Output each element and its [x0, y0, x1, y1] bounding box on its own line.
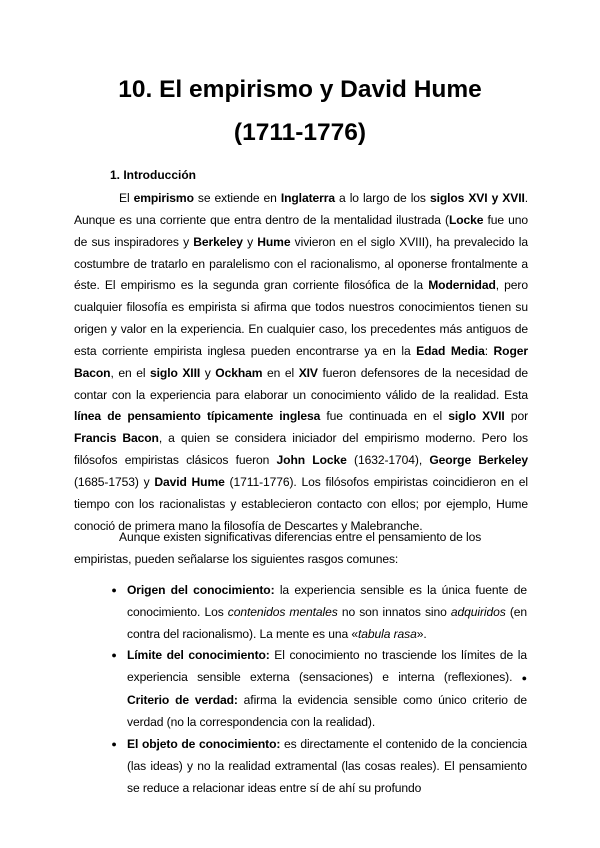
list-item: ● Origen del conocimiento: la experiencia sensible es la única fuente de conocimiento. Los contenidos mentales no son innatos sino adquiridos (en contra del racionalismo). La mente es una «tabula rasa». [127, 580, 527, 646]
list-item: ● El objeto de conocimiento: es directamente el contenido de la conciencia (las ideas) y no la realidad extramental (las cosas reales). El pensamiento se reduce a relacionar ideas entre sí de ahí su profundo [127, 734, 527, 800]
bullet-icon: ● [111, 650, 117, 660]
bullet-icon: ● [521, 672, 527, 683]
page-title-dates: (1711-1776) [233, 119, 367, 146]
section-heading: 1. Introducción [110, 168, 197, 182]
intro-paragraph: El empirismo se extiende en Inglaterra a lo largo de los siglos XVI y XVII. Aunque es una corriente que entra dentro de la mentalidad ilustrada (Locke fue uno de sus inspiradores y Berkeley y Hume vivieron en el siglo XVIII), ha prevalecido la costumbre de tratarlo en paralelismo con el racionalismo, al oponerse frontalmente a éste. El empirismo es la segunda gran corriente filosófica de la Modernidad, pero cualquier filosofía es empirista si afirma que todos nuestros conocimientos tienen su origen y valor en la experiencia. En cualquier caso, los precedentes más antiguos de esta corriente empirista inglesa pueden encontrarse ya en la Edad Media: Roger Bacon, en el siglo XIII y Ockham en el XIV fueron defensores de la necesidad de contar con la experiencia para elaborar un conocimiento válido de la realidad. Esta línea de pensamiento típicamente inglesa fue continuada en el siglo XVII por Francis Bacon, a quien se considera iniciador del empirismo moderno. Pero los filósofos empiristas clásicos fueron John Locke (1632-1704), George Berkeley (1685-1753) y David Hume (1711-1776). Los filósofos empiristas coincidieron en el tiempo con los racionalistas y establecieron contacto con ellos; por ejemplo, Hume conoció de primera mano la filosofía de Descartes y Malebranche. [74, 191, 529, 533]
features-intro-paragraph: Aunque existen significativas diferencias entre el pensamiento de los empiristas, pueden señalarse los siguientes rasgos comunes: [74, 530, 482, 566]
page-title: 10. El empirismo y David Hume [118, 76, 482, 103]
list-item: ● Límite del conocimiento: El conocimiento no trasciende los límites de la experiencia sensible externa (sensaciones) e interna (reflexiones). ● Criterio de verdad: afirma la evidencia sensible como único criterio de verdad (no la correspondencia con la realidad). [127, 645, 527, 733]
bullet-icon: ● [111, 739, 117, 749]
bullet-icon: ● [111, 585, 117, 595]
